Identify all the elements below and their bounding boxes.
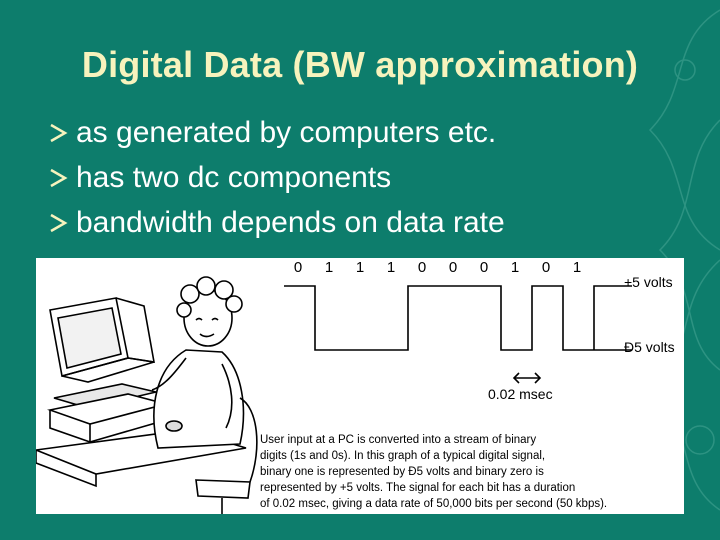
bit-label: 0: [479, 259, 489, 276]
caption-line: digits (1s and 0s). In this graph of a typical digital signal,: [260, 450, 546, 462]
bit-label: 1: [510, 259, 520, 276]
bit-label: 1: [386, 259, 396, 276]
bit-label: 1: [355, 259, 365, 276]
bullet-text: as generated by computers etc.: [76, 116, 497, 149]
bullet-item: [48, 155, 505, 200]
caption-line: binary one is represented by Ð5 volts and binary zero is: [260, 466, 544, 478]
slide-title: Digital Data (BW approximation): [81, 44, 639, 85]
bullet-text: bandwidth depends on data rate: [76, 206, 505, 239]
bit-label: 1: [324, 259, 334, 276]
waveform-line: [284, 286, 632, 350]
bit-duration-label: 0.02 msec: [488, 386, 553, 402]
arrow-bullet-icon: [48, 122, 68, 144]
bullet-item: [48, 200, 505, 245]
arrow-bullet-icon: [48, 167, 68, 189]
signal-figure: [36, 258, 684, 514]
high-voltage-label: +5 volts: [624, 274, 673, 290]
bit-label: 0: [448, 259, 458, 276]
bullet-list: [48, 110, 505, 245]
caption-line: of 0.02 msec, giving a data rate of 50,000 bits per second (50 kbps).: [260, 498, 608, 510]
caption-line: represented by +5 volts. The signal for each bit has a duration: [260, 482, 576, 494]
bit-label: 1: [572, 259, 582, 276]
bit-label: 0: [417, 259, 427, 276]
bullet-item: [48, 110, 505, 155]
bullet-text: has two dc components: [76, 161, 392, 194]
bit-label: 0: [293, 259, 303, 276]
bit-label: 0: [541, 259, 551, 276]
low-voltage-label: Ð5 volts: [624, 339, 675, 355]
arrow-bullet-icon: [48, 212, 68, 234]
figure-caption: [260, 432, 680, 512]
caption-line: User input at a PC is converted into a stream of binary: [260, 434, 537, 446]
